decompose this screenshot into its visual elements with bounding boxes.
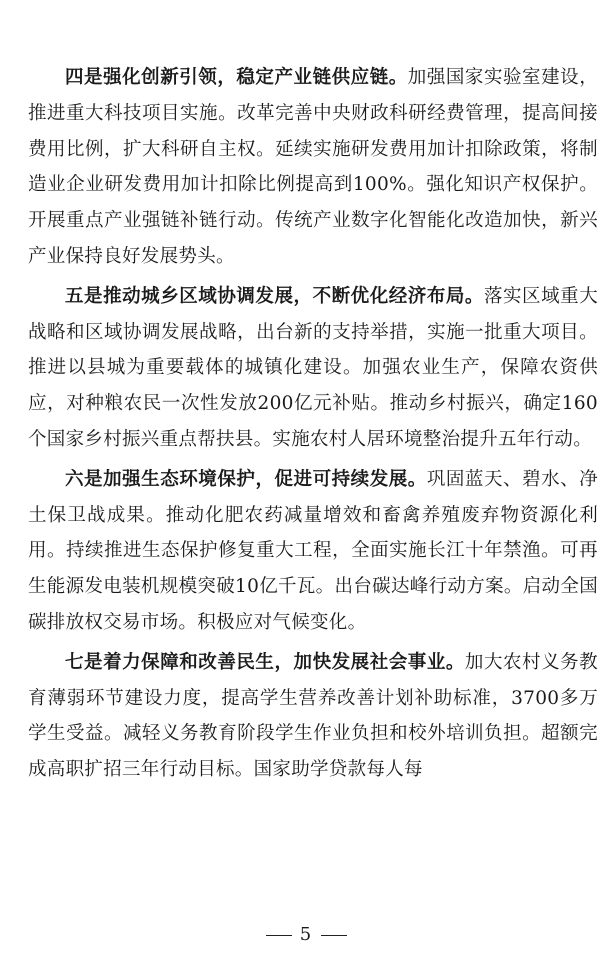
document-body xyxy=(28,60,598,788)
paragraph-urban-rural xyxy=(28,279,598,458)
paragraph-text: 加大农村义务教育薄弱环节建设力度，提高学生营养改善计划补助标准，3700多万学生受益。减轻义务教育阶段学生作业负担和校外培训负担。超额完成高职扩招三年行动目标。国家助学贷款每人每 xyxy=(28,651,598,781)
paragraph-heading: 七是着力保障和改善民生，加快发展社会事业。 xyxy=(65,651,465,673)
page-number: 5 xyxy=(299,924,314,945)
paragraph-heading: 六是加强生态环境保护，促进可持续发展。 xyxy=(65,468,427,490)
paragraph-heading: 四是强化创新引领，稳定产业链供应链。 xyxy=(65,67,408,88)
paragraph-livelihood xyxy=(28,645,598,788)
paragraph-heading: 五是推动城乡区域协调发展，不断优化经济布局。 xyxy=(65,285,484,307)
page-number-footer xyxy=(0,924,613,945)
paragraph-innovation xyxy=(28,60,598,275)
paragraph-text: 巩固蓝天、碧水、净土保卫战成果。推动化肥农药减量增效和畜禽养殖废弃物资源化利用。持续推进生态保护修复重大工程，全面实施长江十年禁渔。可再生能源发电装机规模突破10亿千瓦。出台碳达峰行动方案。启动全国碳排放权交易市场。积极应对气候变化。 xyxy=(28,468,598,633)
right-dash xyxy=(321,935,347,936)
left-dash xyxy=(266,935,292,936)
paragraph-text: 加强国家实验室建设，推进重大科技项目实施。改革完善中央财政科研经费管理，提高间接费用比例，扩大科研自主权。延续实施研发费用加计扣除政策，将制造业企业研发费用加计扣除比例提高到100%。强化知识产权保护。开展重点产业强链补链行动。传统产业数字化智能化改造加快，新兴产业保持良好发展势头。 xyxy=(28,67,598,267)
paragraph-ecology xyxy=(28,462,598,641)
paragraph-text: 落实区域重大战略和区域协调发展战略，出台新的支持举措，实施一批重大项目。推进以县城为重要载体的城镇化建设。加强农业生产，保障农资供应，对种粮农民一次性发放200亿元补贴。推动乡村振兴，确定160个国家乡村振兴重点帮扶县。实施农村人居环境整治提升五年行动。 xyxy=(28,285,598,450)
